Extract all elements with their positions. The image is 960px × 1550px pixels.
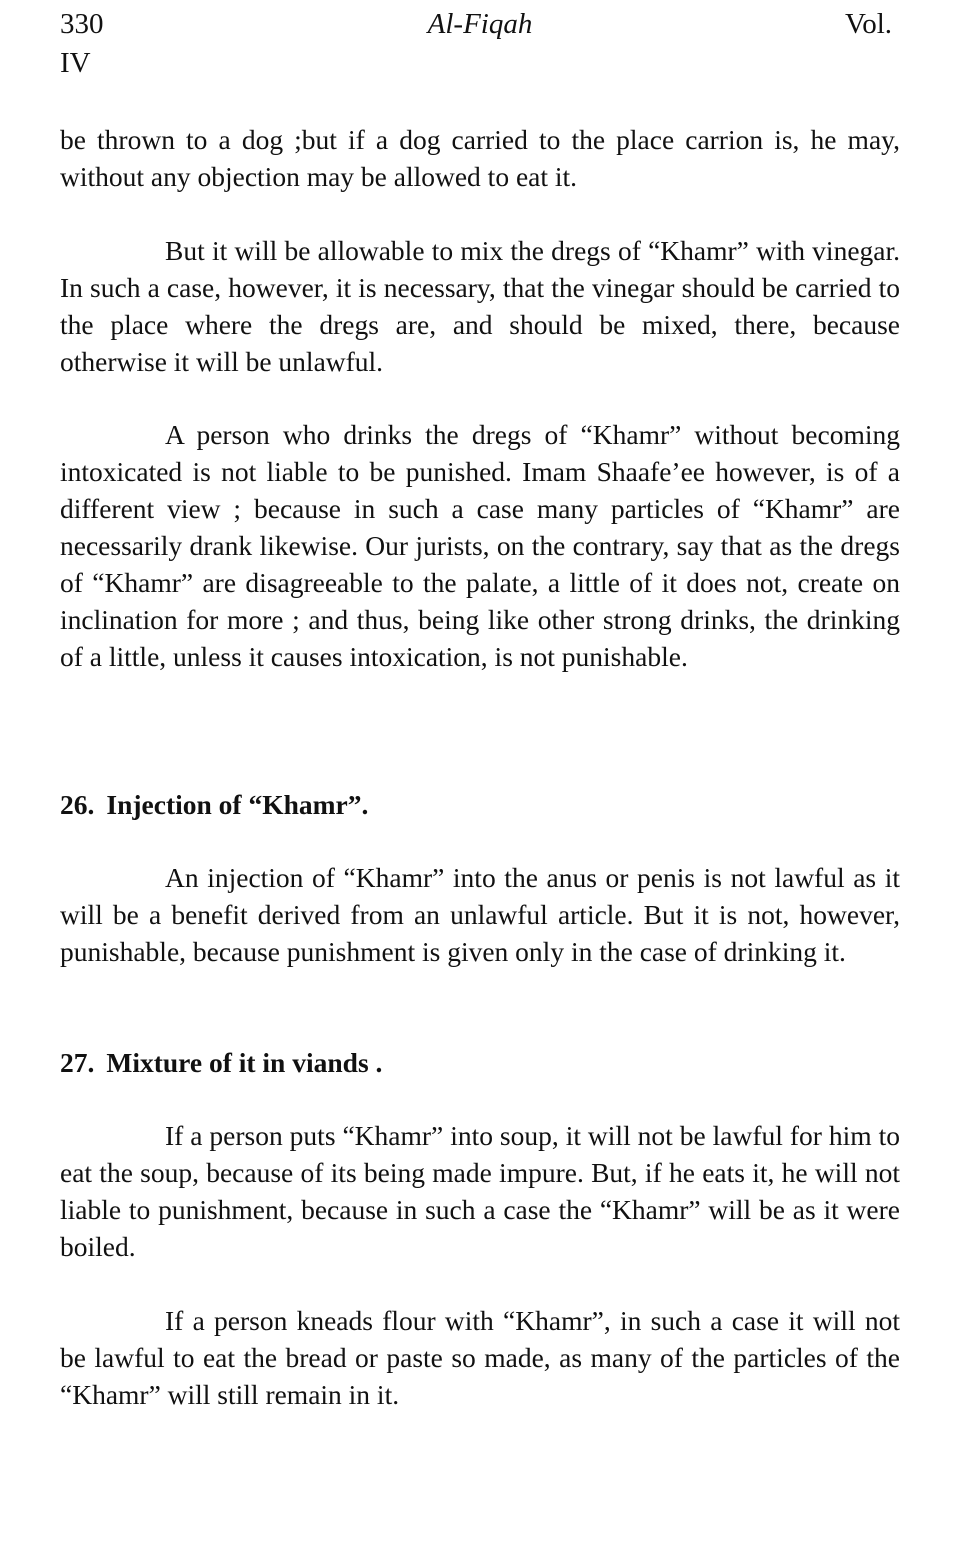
paragraph-dregs: A person who drinks the dregs of “Khamr” without becoming intoxicated is not liable to be punished. Imam Shaafe’ee however, is of a different view ; because in such a case many particles of “Khamr” are necessarily drank likewise. Our jurists, on the contrary, say that as the dregs of “Khamr” are disagreeable to the palate, a little of it does not, create on inclination for more ; and thus, being like other strong drinks, the drinking of a little, unless it causes intoxication, is not punishable. (60, 419, 900, 672)
section-title: Injection of “Khamr”. (106, 789, 369, 820)
paragraph-flour: If a person kneads flour with “Khamr”, in such a case it will not be lawful to eat the bread or paste so made, as many of the particles of the “Khamr” will still remain in it. (60, 1305, 900, 1410)
section-heading-26 (60, 786, 368, 823)
book-title: Al-Fiqah (427, 8, 533, 40)
section-heading-27 (60, 1044, 382, 1081)
book-page (60, 0, 900, 1410)
page-header (60, 0, 900, 86)
paragraph-continuation: be thrown to a dog ;but if a dog carried to the place carrion is, he may, without any objection may be allowed to eat it. (60, 124, 900, 192)
section-title: Mixture of it in viands . (106, 1047, 383, 1078)
section-number: 27. (60, 1047, 95, 1078)
paragraph-injection: An injection of “Khamr” into the anus or penis is not lawful as it will be a benefit derived from an unlawful article. But it is not, however, punishable, because punishment is given only in the case of drinking it. (60, 862, 900, 967)
volume-number: IV (60, 47, 91, 79)
paragraph-vinegar: But it will be allowable to mix the dregs of “Khamr” with vinegar. In such a case, however, it is necessary, that the vinegar should be carried to the place where the dregs are, and should be mixed, there, because otherwise it will be unlawful. (60, 235, 900, 377)
paragraph-soup: If a person puts “Khamr” into soup, it will not be lawful for him to eat the soup, because of its being made impure. But, if he eats it, he will not liable to punishment, because in such a case the “Khamr” will be as it were boiled. (60, 1120, 900, 1262)
section-number: 26. (60, 789, 95, 820)
page-number: 330 (60, 8, 104, 40)
volume-label: Vol. (844, 8, 892, 40)
